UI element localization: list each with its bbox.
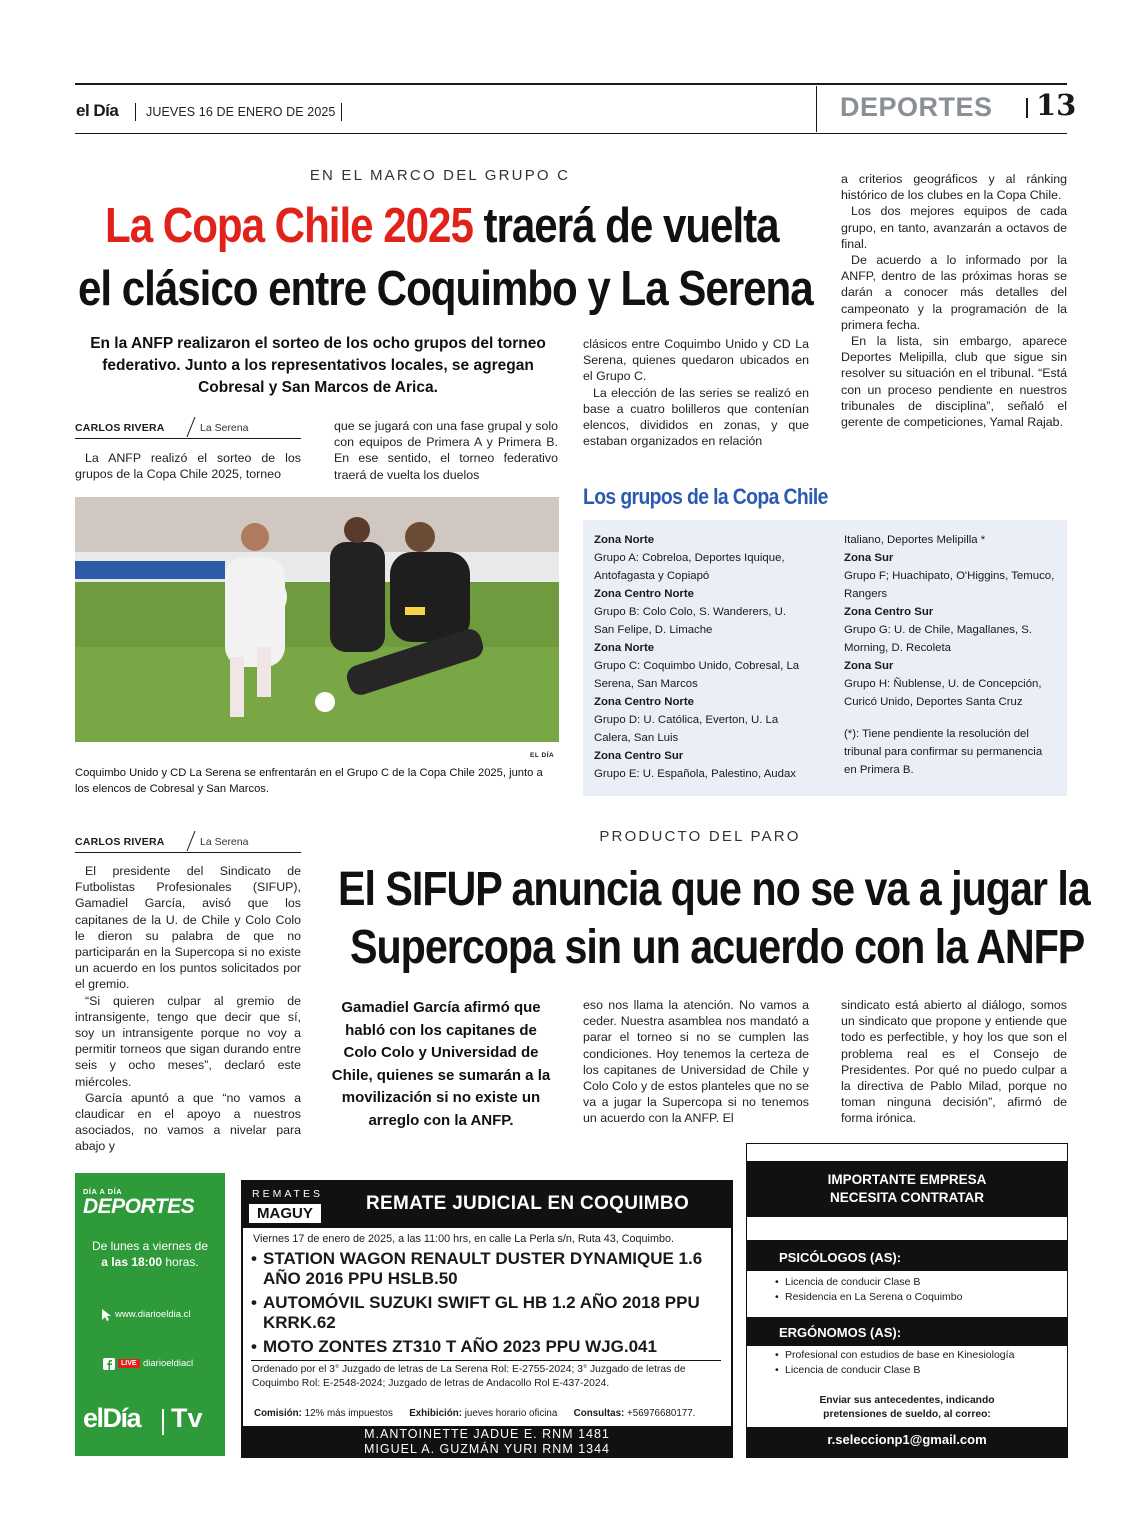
article1-location: La Serena xyxy=(200,422,249,434)
jobs-send-1: Enviar sus antecedentes, indicando xyxy=(819,1395,995,1406)
article2-headline-line2: Supercopa sin un acuerdo con la ANFP xyxy=(350,921,1085,974)
ad-deportes-tv xyxy=(75,1173,225,1456)
remate-title: REMATE JUDICIAL EN COQUIMBO xyxy=(366,1193,690,1214)
article1-col4-p3: De acuerdo a lo informado por la ANFP, dentro de las próximas horas se darán a conocer más detalles del campeonato y la programación de la primera fecha. xyxy=(841,253,1067,332)
group-teams: Grupo H: Ñublense, U. de Concepción, Curicó Unido, Deportes Santa Cruz xyxy=(844,678,1042,708)
remate-brand-top: REMATES xyxy=(252,1188,323,1200)
ad-time: a las 18:00 xyxy=(101,1255,163,1269)
photo-credit: EL DÍA xyxy=(530,752,555,759)
group-zone: Zona Centro Sur xyxy=(594,750,684,762)
group-zone: Zona Centro Norte xyxy=(594,696,694,708)
ad-brand: DEPORTES xyxy=(83,1195,195,1218)
article1-kicker: EN EL MARCO DEL GRUPO C xyxy=(309,167,571,184)
ad-schedule-2 xyxy=(75,1255,225,1269)
comision-label: Comisión: xyxy=(254,1408,302,1419)
ad-jobs xyxy=(746,1143,1068,1458)
jobs-title-2: NECESITA CONTRATAR xyxy=(830,1190,984,1205)
remate-legal: Ordenado por el 3° Juzgado de letras de La Serena Rol: E-2755-2024; 3° Juzgado de letras de Coquimbo Rol: E-2548-2024; Juzgado de letras de Andacollo Rol E-437-2024. xyxy=(252,1364,686,1389)
consultas-label: Consultas: xyxy=(573,1408,625,1419)
masthead-logo: el Día xyxy=(76,101,119,120)
jobs-email[interactable]: r.seleccionp1@gmail.com xyxy=(827,1432,987,1447)
page-number: 13 xyxy=(1036,88,1077,122)
article1-col4-p1: a criterios geográficos y al ránking histórico de los clubes en la Copa Chile. xyxy=(841,172,1067,203)
article1-col4-p2: Los dos mejores equipos de cada grupo, en tanto, avanzarán a octavos de final. xyxy=(841,204,1067,251)
remate-item: • MOTO ZONTES ZT310 T AÑO 2023 PPU WJG.041 xyxy=(251,1337,657,1356)
ad-social-handle[interactable]: diarioeldiacl xyxy=(143,1358,194,1369)
article2-subhead: Gamadiel García afirmó que habló con los capitanes de Colo Colo y Universidad de Chile, quienes se sumarán a la movilización si no existe un arreglo con la ANFP. xyxy=(331,999,551,1129)
group-zone: Zona Centro Sur xyxy=(844,606,934,618)
group-zone: Zona Norte xyxy=(594,642,655,654)
exhibicion-label: Exhibición: xyxy=(409,1408,463,1419)
groups-title: Los grupos de la Copa Chile xyxy=(583,484,828,509)
group-teams: Grupo E: U. Española, Palestino, Audax xyxy=(594,768,796,780)
article2-kicker: PRODUCTO DEL PARO xyxy=(599,828,801,845)
photo-caption: Coquimbo Unido y CD La Serena se enfrentarán en el Grupo C de la Copa Chile 2025, junto a los elencos de Cobresal y San Marcos. xyxy=(75,767,543,795)
jobs-send-2: pretensiones de sueldo, al correo: xyxy=(823,1409,991,1420)
article2-col1-p2: “Si quieren culpar al gremio de intransigente, tengo que decir que sí, soy un intransigente porque no voy a permitir torneos que sigan durando entre seis y ocho meses”, declaró este miércoles. xyxy=(75,993,301,1089)
article1-col3-p1: clásicos entre Coquimbo Unido y CD La Serena, quienes quedaron ubicados en el Grupo C. xyxy=(583,337,809,384)
group-teams: Grupo F; Huachipato, O'Higgins, Temuco, Rangers xyxy=(844,570,1055,600)
article1-headline-rest: traerá de vuelta xyxy=(472,199,779,253)
byline-slash xyxy=(185,830,197,852)
eldia-logo: elDía xyxy=(83,1403,141,1433)
article1-col3-p2: La elección de las series se realizó en base a cuatro bolilleros que contenían elencos, divididos en zonas, y que estaban organizados en relación xyxy=(583,385,809,449)
match-photo xyxy=(75,497,559,742)
cursor-icon xyxy=(101,1308,113,1322)
remate-terms xyxy=(254,1408,724,1419)
ad-time-rest: horas. xyxy=(162,1255,199,1269)
group-teams: Grupo G: U. de Chile, Magallanes, S. Morning, D. Recoleta xyxy=(844,624,1033,654)
article1-headline-red: La Copa Chile 2025 xyxy=(105,199,473,253)
groups-left-column xyxy=(594,531,806,783)
article1-headline-line1 xyxy=(105,200,779,252)
jobs-requirement: • Profesional con estudios de base en Kinesiología xyxy=(775,1349,1015,1361)
remate-footer-1: M.ANTOINETTE JADUE E. RNM 1481 xyxy=(364,1427,610,1441)
group-zone: Zona Centro Norte xyxy=(594,588,694,600)
group-zone: Zona Norte xyxy=(594,534,655,546)
article1-col1: La ANFP realizó el sorteo de los grupos de la Copa Chile 2025, torneo xyxy=(75,451,301,482)
ad-remate xyxy=(241,1180,733,1428)
remate-brand-name: MAGUY xyxy=(249,1204,321,1223)
article2-headline-line1: El SIFUP anuncia que no se va a jugar la xyxy=(338,863,1090,916)
header-date: JUEVES 16 DE ENERO DE 2025 xyxy=(146,105,336,119)
ad-website[interactable]: www.diarioeldia.cl xyxy=(115,1309,191,1320)
tv-logo: Tv xyxy=(171,1403,203,1433)
article2-byline: CARLOS RIVERA xyxy=(75,836,165,848)
section-title: DEPORTES xyxy=(840,92,993,122)
group-teams: Grupo C: Coquimbo Unido, Cobresal, La Serena, San Marcos xyxy=(594,660,800,690)
group-teams: Grupo A: Cobreloa, Deportes Iquique, Antofagasta y Copiapó xyxy=(594,552,785,582)
article1-subhead: En la ANFP realizaron el sorteo de los ocho grupos del torneo federativo. Junto a los representativos locales, se agregan Cobresal y San Marcos de Arica. xyxy=(90,335,546,396)
jobs-requirement: • Residencia en La Serena o Coquimbo xyxy=(775,1291,963,1303)
remate-footer-2: MIGUEL A. GUZMÁN YURI RNM 1344 xyxy=(363,1442,611,1456)
facebook-icon[interactable] xyxy=(103,1358,115,1370)
article1-headline-line2: el clásico entre Coquimbo y La Serena xyxy=(78,262,813,316)
jobs-requirement: • Licencia de conducir Clase B xyxy=(775,1276,921,1288)
group-teams: Grupo B: Colo Colo, S. Wanderers, U. San Felipe, D. Limache xyxy=(594,606,787,636)
remate-item: • AUTOMÓVIL SUZUKI SWIFT GL HB 1.2 AÑO 2018 PPU KRRK.62 xyxy=(251,1293,700,1332)
jobs-role-2: ERGÓNOMOS (AS): xyxy=(779,1325,902,1340)
remate-item: • STATION WAGON RENAULT DUSTER DYNAMIQUE 1.6 AÑO 2016 PPU HSLB.50 xyxy=(251,1249,703,1288)
exhibicion-value: jueves horario oficina xyxy=(464,1408,558,1419)
consultas-value: +56976680177. xyxy=(627,1408,696,1419)
ad-schedule-1: De lunes a viernes de xyxy=(91,1239,209,1253)
group-zone: Zona Sur xyxy=(844,660,894,672)
group-teams: Italiano, Deportes Melipilla * xyxy=(844,534,986,546)
article2-col1-p3: García apuntó a que “no vamos a claudicar en el apoyo a nuestros asociados, no vamos a nivelar para abajo y xyxy=(75,1090,301,1154)
group-teams: Grupo D: U. Católica, Everton, U. La Calera, San Luis xyxy=(594,714,779,744)
groups-note: (*): Tiene pendiente la resolución del tribunal para confirmar su permanencia en Primera B. xyxy=(844,728,1043,776)
article2-col3: eso nos llama la atención. No vamos a ceder. Nuestra asamblea nos mandató a parar el torneo si no se cumplen las condiciones. Hoy tenemos la certeza de los capitanes de Universidad de Chile y Colo Colo y de estos planteles que no se va a jugar la Supercopa si no tenemos un acuerdo con la ANFP. El xyxy=(583,998,809,1126)
article1-col4-p4: En la lista, sin embargo, aparece Deportes Melipilla, club que sigue sin resolver su situación en el tribunal. “Está con un proceso pendiente en nuestros tribunales de disciplina”, señaló el gerente de competiciones, Yamal Rajab. xyxy=(841,334,1067,430)
byline-slash xyxy=(185,416,197,438)
remate-date: Viernes 17 de enero de 2025, a las 11:00 hrs, en calle La Perla s/n, Ruta 43, Coquimbo. xyxy=(253,1233,674,1245)
article1-byline: CARLOS RIVERA xyxy=(75,422,165,434)
jobs-requirement: • Licencia de conducir Clase B xyxy=(775,1364,921,1376)
article1-col2: que se jugará con una fase grupal y solo con equipos de Primera A y Primera B. En ese sentido, el torneo federativo traerá de vuelta los duelos xyxy=(334,419,558,482)
article2-col4: sindicato está abierto al diálogo, somos un sindicato que propone y entiende que todo es perfectible, y hoy los que son el problema real es el Consejo de Presidentes. Por qué no puedo culpar a la directiva de Pablo Milad, porque no toman ninguna decisión”, afirmó de forma irónica. xyxy=(841,998,1067,1126)
live-badge: LIVE xyxy=(118,1359,140,1368)
jobs-title-1: IMPORTANTE EMPRESA xyxy=(827,1172,987,1187)
article2-col1-p1: El presidente del Sindicato de Futbolistas Profesionales (SIFUP), Gamadiel García, avisó que los capitanes de la U. de Chile y Colo Colo le dieron su palabra de que no participarán en la Supercopa si no existe un acuerdo en los puntos solicitados por el gremio. xyxy=(75,864,301,992)
group-zone: Zona Sur xyxy=(844,552,894,564)
comision-value: 12% más impuestos xyxy=(304,1408,393,1419)
article2-location: La Serena xyxy=(200,836,249,848)
jobs-role-1: PSICÓLOGOS (AS): xyxy=(779,1250,902,1265)
ad-small-label: DÍA A DÍA xyxy=(83,1187,123,1196)
groups-right-column xyxy=(844,531,1057,779)
